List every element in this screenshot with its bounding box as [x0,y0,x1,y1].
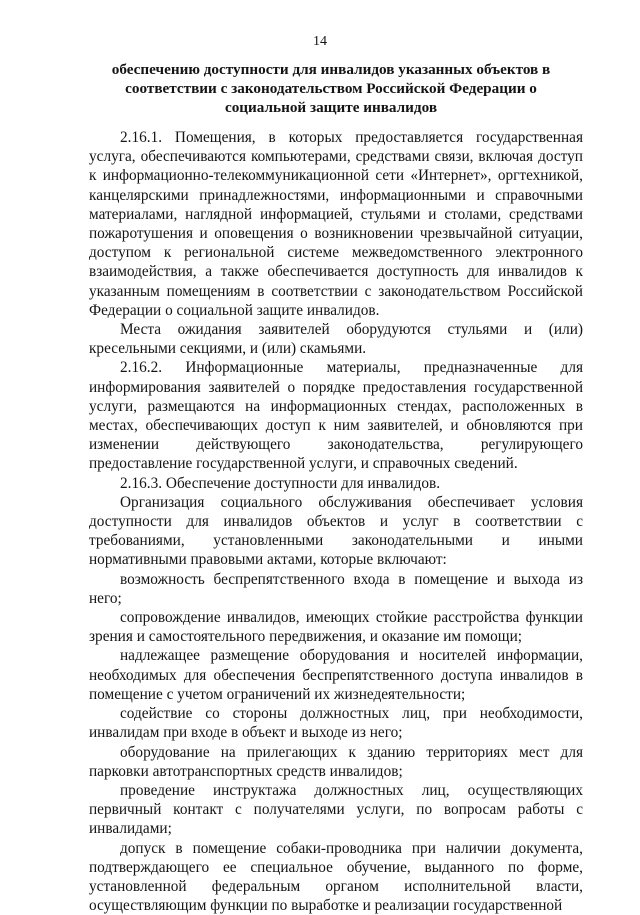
paragraph-2-16-1: 2.16.1. Помещения, в которых предоставляется государственная услуга, обеспечиваются компьютерами, средствами связи, включая доступ к информационно-телекоммуникационной сети «Интернет», оргтехникой, канцелярскими принадлежностями, информационными и справочными материалами, наглядной информацией, стульями и столами, средствами пожаротушения и оповещения о возникновении чрезвычайной ситуации, доступом к региональной системе межведомственного электронного взаимодействия, а также обеспечивается доступность для инвалидов к указанным помещениям в соответствии с законодательством Российской Федерации о социальной защите инвалидов. [89,129,583,319]
page-number: 14 [313,34,327,49]
paragraph-accessibility-conditions: Организация социального обслуживания обеспечивает условия доступности для инвалидов объектов и услуг в соответствии с требованиями, установленными законодательными и иными нормативными правовыми актами, которые включают: [89,493,583,569]
list-item: оборудование на прилегающих к зданию территориях мест для парковки автотранспортных средств инвалидов; [89,743,583,780]
list-item: содействие со стороны должностных лиц, при необходимости, инвалидам при входе в объект и выходе из него; [89,705,583,742]
paragraph-2-16-2: 2.16.2. Информационные материалы, предназначенные для информирования заявителей о порядке предоставления государственной услуги, размещаются на информационных стендах, расположенных в местах, обеспечивающих доступ к ним заявителей, и обновляются при изменении действующего законодательства, регулирующего предоставление государственной услуги, и справочных сведений. [89,359,583,473]
section-heading: обеспечению доступности для инвалидов указанных объектов в соответствии с законодательством Российской Федерации о социальной защите инвалидов [111,61,551,116]
list-item: допуск в помещение собаки-проводника при наличии документа, подтверждающего ее специальное обучение, выданного по форме, установленной федеральным органом исполнительной власти, осуществляющим функции по выработке и реализации государственной [89,839,583,915]
paragraph-waiting-areas: Места ожидания заявителей оборудуются стульями и (или) кресельными секциями, и (или) скамьями. [89,321,583,358]
list-item: возможность беспрепятственного входа в помещение и выхода из него; [89,570,583,607]
list-item: проведение инструктажа должностных лиц, осуществляющих первичный контакт с получателями услуги, по вопросам работы с инвалидами; [89,781,583,838]
list-item: надлежащее размещение оборудования и носителей информации, необходимых для обеспечения беспрепятственного доступа инвалидов в помещение с учетом ограничений их жизнедеятельности; [89,647,583,703]
document-body [89,128,583,915]
paragraph-2-16-3: 2.16.3. Обеспечение доступности для инвалидов. [120,474,441,492]
list-item: сопровождение инвалидов, имеющих стойкие расстройства функции зрения и самостоятельного передвижения, и оказание им помощи; [89,609,583,646]
